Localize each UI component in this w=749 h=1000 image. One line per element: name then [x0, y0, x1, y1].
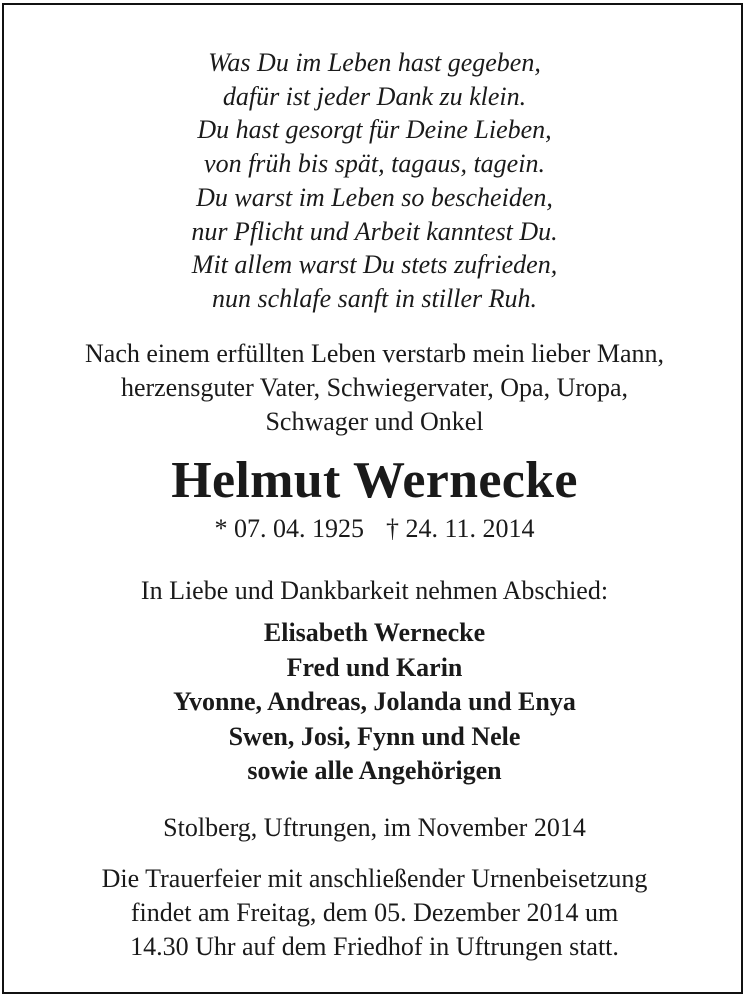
funeral-detail-line: Die Trauerfeier mit anschließender Urnenbeisetzung: [101, 864, 648, 893]
life-dates: [0, 512, 749, 546]
death-announcement: [0, 337, 749, 439]
mourner-entry: Yvonne, Andreas, Jolanda und Enya: [173, 687, 576, 716]
place-and-date: Stolberg, Uftrungen, im November 2014: [163, 813, 586, 842]
funeral-detail-line: findet am Freitag, dem 05. Dezember 2014 um: [130, 898, 619, 927]
poem-line: Mit allem warst Du stets zufrieden,: [191, 250, 558, 280]
deceased-name: Helmut Wernecke: [171, 452, 578, 509]
announcement-line: Schwager und Onkel: [265, 407, 484, 436]
mourner-entry: Swen, Josi, Fynn und Nele: [228, 721, 521, 751]
mourner-entry: Fred und Karin: [286, 652, 463, 682]
poem-line: nun schlafe sanft in stiller Ruh.: [212, 283, 537, 313]
poem-line: Du hast gesorgt für Deine Lieben,: [197, 115, 552, 145]
birth-date: * 07. 04. 1925: [214, 514, 364, 543]
memorial-poem: [0, 46, 749, 316]
announcement-line: herzensguter Vater, Schwiegervater, Opa, Uropa,: [120, 373, 629, 402]
death-date: † 24. 11. 2014: [385, 514, 535, 543]
mourner-entry: Elisabeth Wernecke: [263, 618, 486, 647]
poem-line: Du warst im Leben so bescheiden,: [196, 182, 553, 212]
poem-line: Was Du im Leben hast gegeben,: [208, 48, 541, 77]
funeral-detail-line: 14.30 Uhr auf dem Friedhof in Uftrungen statt.: [130, 932, 619, 961]
farewell-line: In Liebe und Dankbarkeit nehmen Abschied:: [140, 576, 609, 605]
poem-line: von früh bis spät, tagaus, tagein.: [204, 149, 545, 179]
poem-line: dafür ist jeder Dank zu klein.: [222, 81, 527, 111]
funeral-details: [0, 862, 749, 964]
announcement-line: Nach einem erfüllten Leben verstarb mein lieber Mann,: [85, 339, 664, 368]
mourners-list: [0, 616, 749, 789]
mourner-entry: sowie alle Angehörigen: [247, 756, 502, 785]
poem-line: nur Pflicht und Arbeit kanntest Du.: [191, 216, 558, 246]
